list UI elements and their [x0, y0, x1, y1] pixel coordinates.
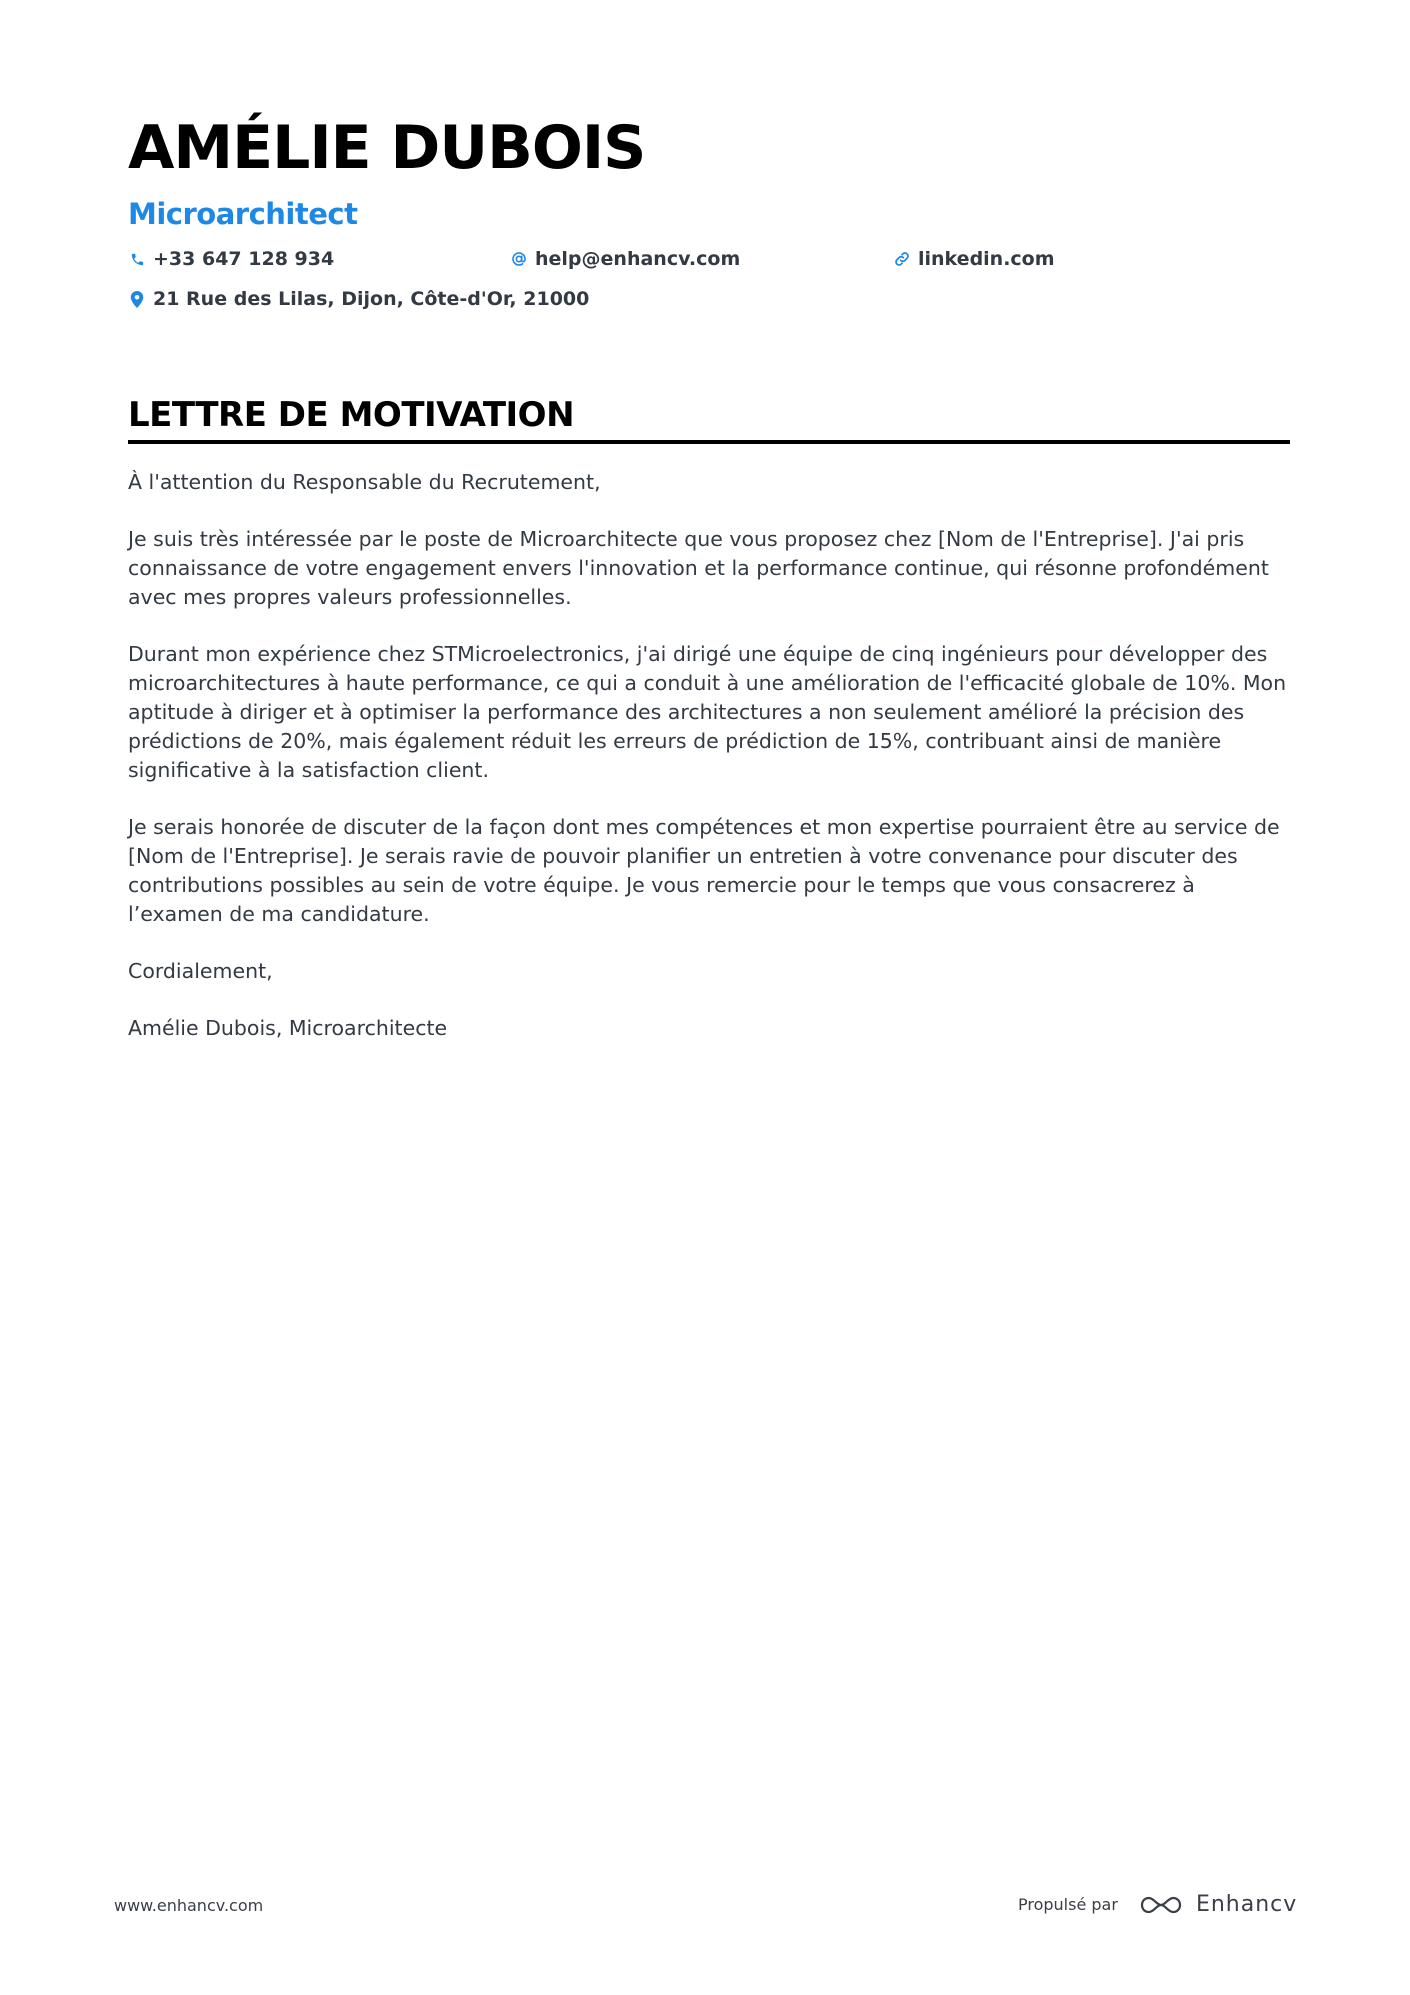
contact-phone[interactable]: [128, 248, 334, 270]
letter-body: [128, 468, 1290, 1043]
letter-paragraph: Durant mon expérience chez STMicroelectronics, j'ai dirigé une équipe de cinq ingénieurs pour développer des microarchitectures à haute performance, ce qui a conduit à une amélioration de l'efficacité globale de 10%. Mon aptitude à diriger et à optimiser la performance des architectures a non seulement amélioré la précision des prédictions de 20%, mais également réduit les erreurs de prédiction de 15%, contribuant ainsi de manière significative à la satisfaction client.: [128, 642, 1287, 782]
powered-by-label: Propulsé par: [1018, 1895, 1118, 1914]
candidate-title: Microarchitect: [128, 197, 358, 231]
at-icon: [510, 250, 528, 268]
link-icon: [893, 250, 911, 268]
brand-name: Enhancv: [1195, 1892, 1298, 1917]
candidate-name: AMÉLIE DUBOIS: [128, 113, 646, 183]
address-text: 21 Rue des Lilas, Dijon, Côte-d'Or, 21000: [153, 288, 590, 310]
email-text: help@enhancv.com: [535, 248, 741, 270]
letter-salutation: À l'attention du Responsable du Recrutement,: [128, 470, 601, 494]
enhancv-logo-icon: [1138, 1893, 1184, 1917]
linkedin-text: linkedin.com: [918, 248, 1055, 270]
footer-url[interactable]: www.enhancv.com: [114, 1896, 264, 1915]
cover-letter-section: [128, 394, 1290, 1071]
contact-linkedin[interactable]: [893, 248, 1055, 270]
contact-address: [128, 288, 589, 310]
phone-text: +33 647 128 934: [153, 248, 335, 270]
resume-header: [128, 112, 1290, 324]
phone-icon: [128, 250, 146, 268]
letter-signature: Amélie Dubois, Microarchitecte: [128, 1016, 448, 1040]
letter-closing: Cordialement,: [128, 959, 273, 983]
contact-email[interactable]: [510, 248, 740, 270]
section-divider: [128, 440, 1290, 444]
powered-by[interactable]: [1018, 1892, 1297, 1917]
letter-paragraph: Je suis très intéressée par le poste de Microarchitecte que vous proposez chez [Nom de l'Entreprise]. J'ai pris connaissance de votre engagement envers l'innovation et la performance continue, qui résonne profondément avec mes propres valeurs professionnelles.: [128, 527, 1269, 609]
location-pin-icon: [128, 290, 146, 308]
contact-info: [128, 248, 1290, 324]
letter-paragraph: Je serais honorée de discuter de la façon dont mes compétences et mon expertise pourraient être au service de [Nom de l'Entreprise]. Je serais ravie de pouvoir planifier un entretien à votre convenance pour discuter des contributions possibles au sein de votre équipe. Je vous remercie pour le temps que vous consacrerez à l’examen de ma candidature.: [128, 815, 1280, 926]
section-title: LETTRE DE MOTIVATION: [128, 395, 575, 435]
